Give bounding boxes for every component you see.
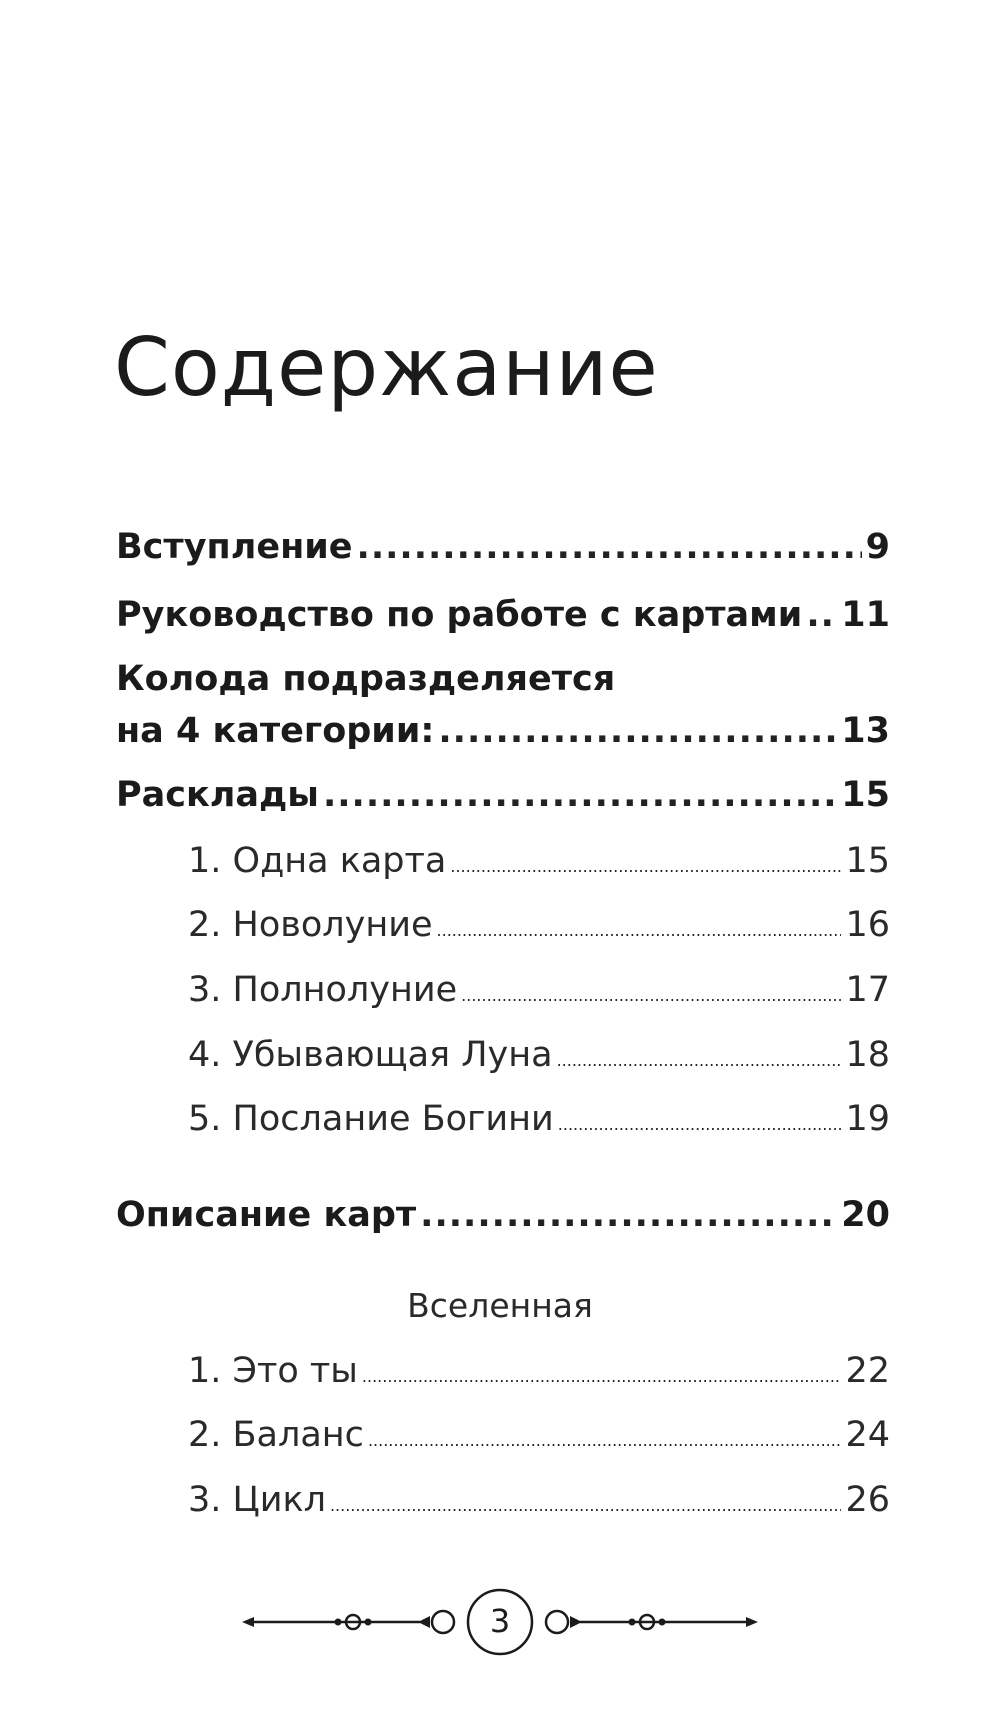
toc-subentry[interactable] — [188, 1036, 890, 1075]
toc-subentry-label: 2. Баланс — [188, 1415, 364, 1455]
toc-subentry-page: 19 — [845, 1099, 890, 1139]
dot-leader — [420, 1196, 837, 1235]
toc-entry-spreads[interactable] — [116, 776, 890, 815]
toc-entry-page: 20 — [841, 1195, 890, 1235]
toc-subentry[interactable] — [188, 906, 890, 945]
toc-subentry-page: 22 — [845, 1351, 890, 1391]
dot-leader — [362, 1368, 842, 1386]
toc-subentry[interactable] — [188, 1416, 890, 1455]
toc-subentry-page: 15 — [845, 841, 890, 881]
toc-subentry[interactable] — [188, 971, 890, 1010]
toc-entry-page: 11 — [841, 595, 890, 635]
toc-subentry-label: 2. Новолуние — [188, 905, 433, 945]
page-title: Содержание — [114, 321, 659, 414]
dot-leader — [357, 528, 862, 567]
dot-leader — [437, 922, 842, 940]
toc-subentry[interactable] — [188, 1352, 890, 1391]
toc-subentry-page: 26 — [845, 1480, 890, 1520]
toc-subentry-label: 5. Послание Богини — [188, 1099, 554, 1139]
toc-subentry[interactable] — [188, 1100, 890, 1139]
toc-entry-label: на 4 категории: — [116, 711, 435, 751]
dot-leader — [330, 1497, 842, 1515]
toc-entry-label: Расклады — [116, 775, 319, 815]
dot-leader — [461, 987, 841, 1005]
toc-entry-guide[interactable] — [116, 596, 890, 635]
dot-leader — [557, 1052, 842, 1070]
toc-entry-deck[interactable] — [116, 712, 890, 751]
dot-leader — [438, 712, 837, 751]
toc-entry-page: 9 — [865, 527, 890, 567]
dot-leader — [450, 858, 841, 876]
dot-leader — [558, 1116, 842, 1134]
toc-subentry-label: 3. Цикл — [188, 1480, 326, 1520]
toc-subentry-label: 4. Убывающая Луна — [188, 1035, 553, 1075]
dot-leader — [806, 596, 837, 635]
section-heading-universe: Вселенная — [407, 1286, 593, 1325]
page-number: 3 — [489, 1602, 511, 1640]
toc-entry-label: Вступление — [116, 527, 353, 567]
dot-leader — [323, 776, 837, 815]
toc-subentry-label: 1. Одна карта — [188, 841, 447, 881]
dot-leader — [368, 1432, 842, 1450]
toc-entry-page: 15 — [841, 775, 890, 815]
toc-subentry-page: 18 — [845, 1035, 890, 1075]
toc-entry-page: 13 — [841, 711, 890, 751]
toc-subentry-label: 1. Это ты — [188, 1351, 358, 1391]
toc-subentry-label: 3. Полнолуние — [188, 970, 458, 1010]
toc-entry-label: Описание карт — [116, 1195, 417, 1235]
toc-subentry-page: 17 — [845, 970, 890, 1010]
toc-entry-deck-line1: Колода подразделяется — [116, 659, 616, 699]
toc-subentry[interactable] — [188, 1481, 890, 1520]
toc-entry-intro[interactable] — [116, 528, 890, 567]
toc-subentry-page: 16 — [845, 905, 890, 945]
toc-entry-cards[interactable] — [116, 1196, 890, 1235]
toc-subentry-page: 24 — [845, 1415, 890, 1455]
toc-entry-label: Руководство по работе с картами — [116, 595, 803, 635]
toc-subentry[interactable] — [188, 842, 890, 881]
